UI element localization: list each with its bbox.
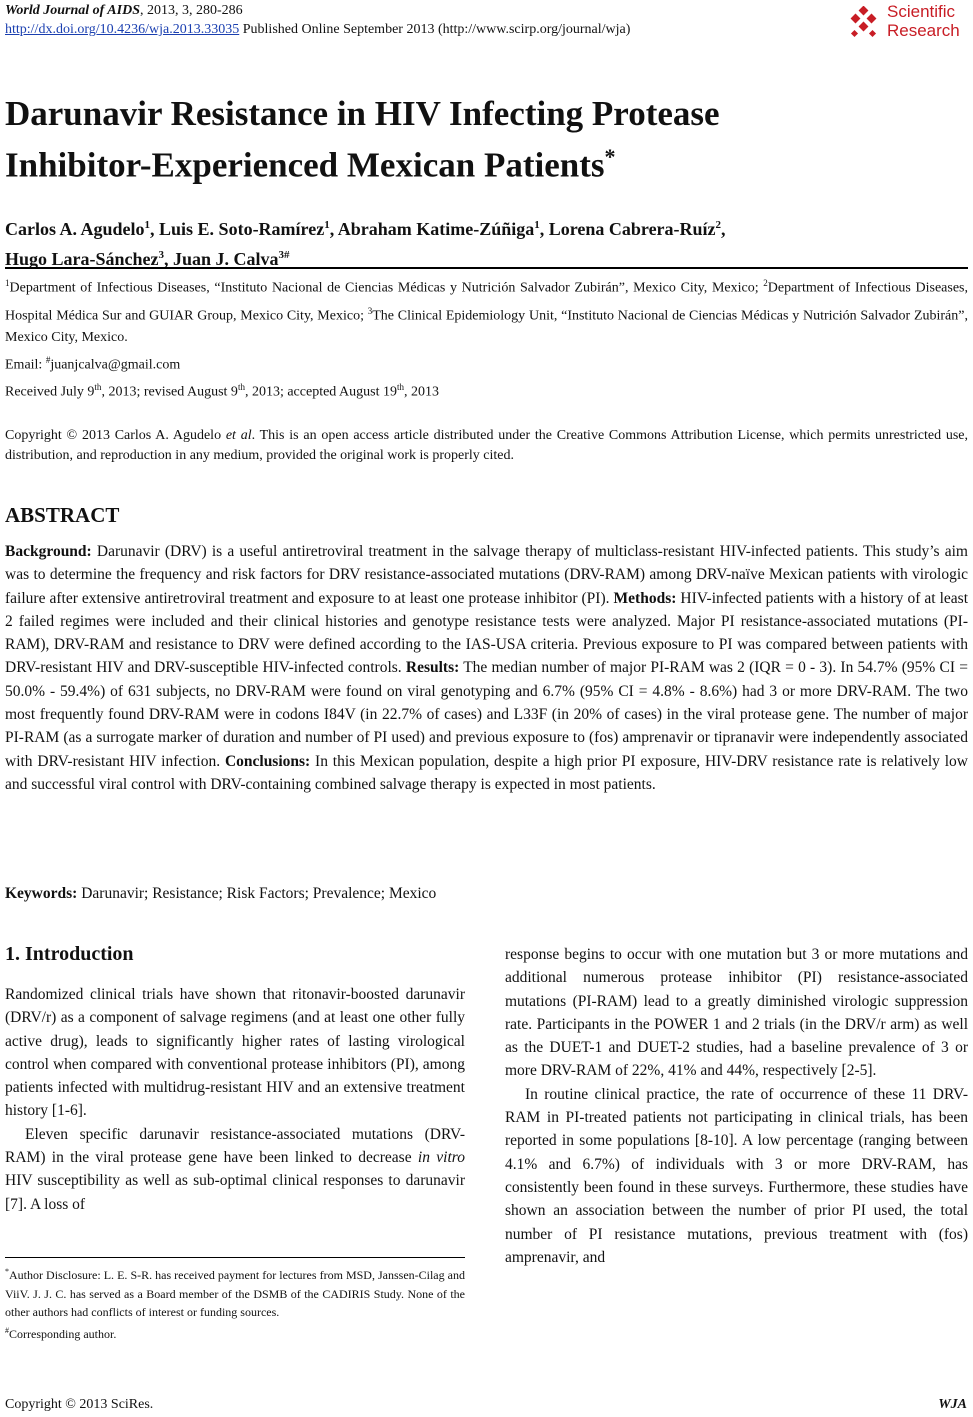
author-list	[5, 212, 965, 272]
journal-name: World Journal of AIDS	[5, 3, 140, 18]
footnote-corresponding	[5, 1322, 465, 1344]
et-al: et al	[225, 428, 252, 443]
conclusions-text: In this Mexican population, despite a high prior PI exposure, HIV-DRV resistance rate is relatively low and successful viral control with DRV-containing combined salvage therapy is expected in most patients.	[5, 752, 968, 793]
footnotes	[5, 1263, 465, 1343]
published-online: Published Online September 2013 (http://www.scirp.org/journal/wja)	[239, 22, 631, 37]
doi-line	[5, 22, 630, 38]
author: , Lorena Cabrera-Ruíz	[539, 219, 716, 239]
keywords	[5, 885, 436, 903]
publisher-logo	[847, 2, 967, 42]
accepted-text: , 2013; accepted August 19	[244, 384, 397, 400]
paragraph-text: Eleven specific darunavir resistance-associated mutations (DRV-RAM) in the viral protease gene have been linked to decrease	[5, 1125, 465, 1167]
conclusions-label: Conclusions:	[224, 752, 311, 770]
affiliations	[5, 272, 968, 377]
abstract-heading: ABSTRACT	[5, 503, 120, 527]
received-text: Received July 9	[5, 384, 95, 400]
keywords-label: Keywords:	[5, 885, 78, 902]
background-text: Darunavir (DRV) is a useful antiretroviral treatment in the salvage therapy of multiclass-resistant HIV-infected patients. This study’s aim was to determine the frequency and risk factors for DRV resistance-associated mutations (DRV-RAM) among DRV-naïve Mexican patients with virologic failure after extensive antiretroviral treatment and exposure to at least one protease inhibitor (PI).	[5, 543, 968, 607]
copyright-text: Copyright © 2013 Carlos A. Agudelo	[5, 428, 226, 443]
title-line2-wrap	[5, 135, 905, 187]
keywords-text: Darunavir; Resistance; Risk Factors; Prevalence; Mexico	[77, 885, 437, 902]
results-text: The median number of major PI-RAM was 2 (IQR = 0 - 3). In 54.7% (95% CI = 50.0% - 59.4%) of 631 subjects, no DRV-RAM were found on viral genotyping and 6.7% (95% CI = 4.8% - 8.6%) had 3 or more DRV-RAM. The two most frequently found DRV-RAM were in codons I84V (in 22.7% of cases) and L33F (in 20% of cases) in the viral protease gene. The number of major PI-RAM (as a surrogate marker of duration and number of PI used) and previous exposure to (fos) amprenavir or tipranavir were independently associated with DRV-resistant HIV infection.	[5, 659, 968, 770]
email-address[interactable]: juanjcalva@gmail.com	[50, 357, 181, 373]
footnote-text: Author Disclosure: L. E. S-R. has received payment for lectures from MSD, Janssen-Cilag and ViiV. J. J. C. has served as a Board member of the DSMB of the CADIRIS Study. None of the other authors had conflicts of interest or funding sources.	[5, 1268, 465, 1319]
author-line1	[5, 212, 965, 242]
header-rule	[5, 267, 968, 269]
title-line2: Inhibitor-Experienced Mexican Patients	[5, 145, 605, 185]
footer-copyright: Copyright © 2013 SciRes.	[5, 1397, 154, 1412]
paragraph: In routine clinical practice, the rate of occurrence of these 11 DRV-RAM in PI-treated patients not participating in clinical trials, has been reported in some populations [8-10]. A low percentage (ranging between 4.1% and 6.7%) of individuals with 3 or more DRV-RAM, has consistently been found in these surveys. Furthermore, these studies have shown an association between the number of prior PI used, the total number of PI resistance mutations, previous treatment with (fos) amprenavir, and	[505, 1085, 968, 1266]
aff-sup: 1	[5, 278, 10, 288]
affiliation-2: Department of Infectious Diseases, Hospital Médica Sur and GUIAR Group, Mexico City, Mexico;	[5, 280, 968, 324]
logo-text	[887, 2, 960, 40]
right-column	[505, 943, 968, 1269]
background-label: Background:	[5, 543, 92, 560]
footnote-text: Corresponding author.	[9, 1326, 117, 1341]
footnote-disclosure	[5, 1263, 465, 1322]
date-sup: th	[237, 382, 245, 392]
paragraph-text: HIV susceptibility as well as sub-optimal clinical responses to darunavir [7]. A loss of	[5, 1172, 465, 1213]
author: Hugo Lara-Sánchez	[5, 249, 159, 269]
methods-label: Methods:	[613, 589, 677, 607]
author-sup: 2	[715, 219, 722, 231]
year-text: , 2013	[404, 384, 439, 400]
author: , Abraham Katime-Zúñiga	[329, 219, 535, 239]
date-sup: th	[94, 382, 102, 392]
email-label: Email:	[5, 357, 46, 373]
affiliation-3: The Clinical Epidemiology Unit, “Instituto Nacional de Ciencias Médicas y Nutrición Salvador Zubirán”, Mexico City, Mexico.	[5, 308, 968, 346]
left-column	[5, 983, 465, 1216]
email-sup: #	[45, 355, 51, 366]
paragraph: response begins to occur with one mutation but 3 or more mutations and additional numerous protease inhibitor (PI) resistance-associated mutations (PI-RAM) lead to a greatly diminished virologic suppression rate. Participants in the POWER 1 and 2 trials (in the DRV/r arm) as well as the DUET-1 and DUET-2 studies, had a baseline prevalence of 3 or more DRV-RAM of 22%, 41% and 44%, respectively [2-5].	[505, 946, 968, 1080]
aff-sup: 3	[367, 305, 373, 316]
journal-volume: , 2013, 3, 280-286	[139, 3, 243, 18]
author-sup: 1	[144, 219, 151, 231]
doi-link[interactable]: http://dx.doi.org/10.4236/wja.2013.33035	[5, 22, 240, 37]
footnote-sup: *	[5, 1267, 9, 1276]
methods-text: HIV-infected patients with a history of at least 2 failed regimes were included and their clinical histories and genotype resistance tests were analyzed. Major PI resistance-associated mutations (PI-RAM), DRV-RAM and resistance to DRV were defined according to the IAS-USA criteria. Previous exposure to PI was compared between patients with DRV-resistant HIV and DRV-susceptible HIV-infected controls.	[5, 589, 969, 677]
affiliation-1: Department of Infectious Diseases, “Instituto Nacional de Ciencias Médicas y Nutrición Salvador Zubirán”, Mexico City, Mexico;	[9, 280, 764, 296]
footnote-sup: #	[5, 1325, 9, 1335]
footnote-rule	[5, 1257, 465, 1258]
results-label: Results:	[405, 659, 460, 677]
section-heading-introduction: 1. Introduction	[5, 943, 134, 965]
logo-line2: Research	[887, 21, 960, 40]
author-sup: 3	[158, 249, 165, 261]
received-dates	[5, 382, 439, 401]
author: Carlos A. Agudelo	[5, 219, 145, 239]
author-sep: ,	[721, 219, 726, 239]
title-line1: Darunavir Resistance in HIV Infecting Protease	[5, 94, 720, 133]
scirp-logo-icon	[847, 6, 881, 40]
author-sup: 1	[324, 219, 330, 231]
in-vitro: in vitro	[417, 1149, 465, 1167]
abstract-body	[5, 540, 968, 796]
paper-title	[5, 92, 905, 187]
license-text: . This is an open access article distributed under the Creative Commons Attribution License, which permits unrestricted use, distribution, and reproduction in any medium, provided the original work is properly cited.	[5, 428, 968, 463]
author: , Juan J. Calva	[164, 249, 279, 269]
logo-line1: Scientific	[887, 2, 956, 21]
title-footnote-mark: *	[604, 144, 616, 169]
footer-journal-abbrev: WJA	[938, 1397, 967, 1412]
revised-text: , 2013; revised August 9	[101, 384, 238, 400]
author: , Luis E. Soto-Ramírez	[150, 219, 325, 239]
copyright-notice	[5, 426, 968, 466]
journal-citation	[5, 3, 243, 19]
paragraph: Randomized clinical trials have shown that ritonavir-boosted darunavir (DRV/r) as a component of salvage regimens (and at least one other fully active drug), leads to significantly higher rates of lasting virological control when compared with conventional protease inhibitors (PI), among patients infected with multidrug-resistant HIV and an extensive treatment history [1-6].	[5, 986, 465, 1120]
author-sup: 3#	[278, 249, 290, 261]
aff-sup: 2	[763, 278, 768, 288]
author-sup: 1	[534, 219, 540, 231]
paragraph	[5, 1123, 465, 1216]
date-sup: th	[396, 382, 404, 392]
email-line	[5, 349, 968, 377]
